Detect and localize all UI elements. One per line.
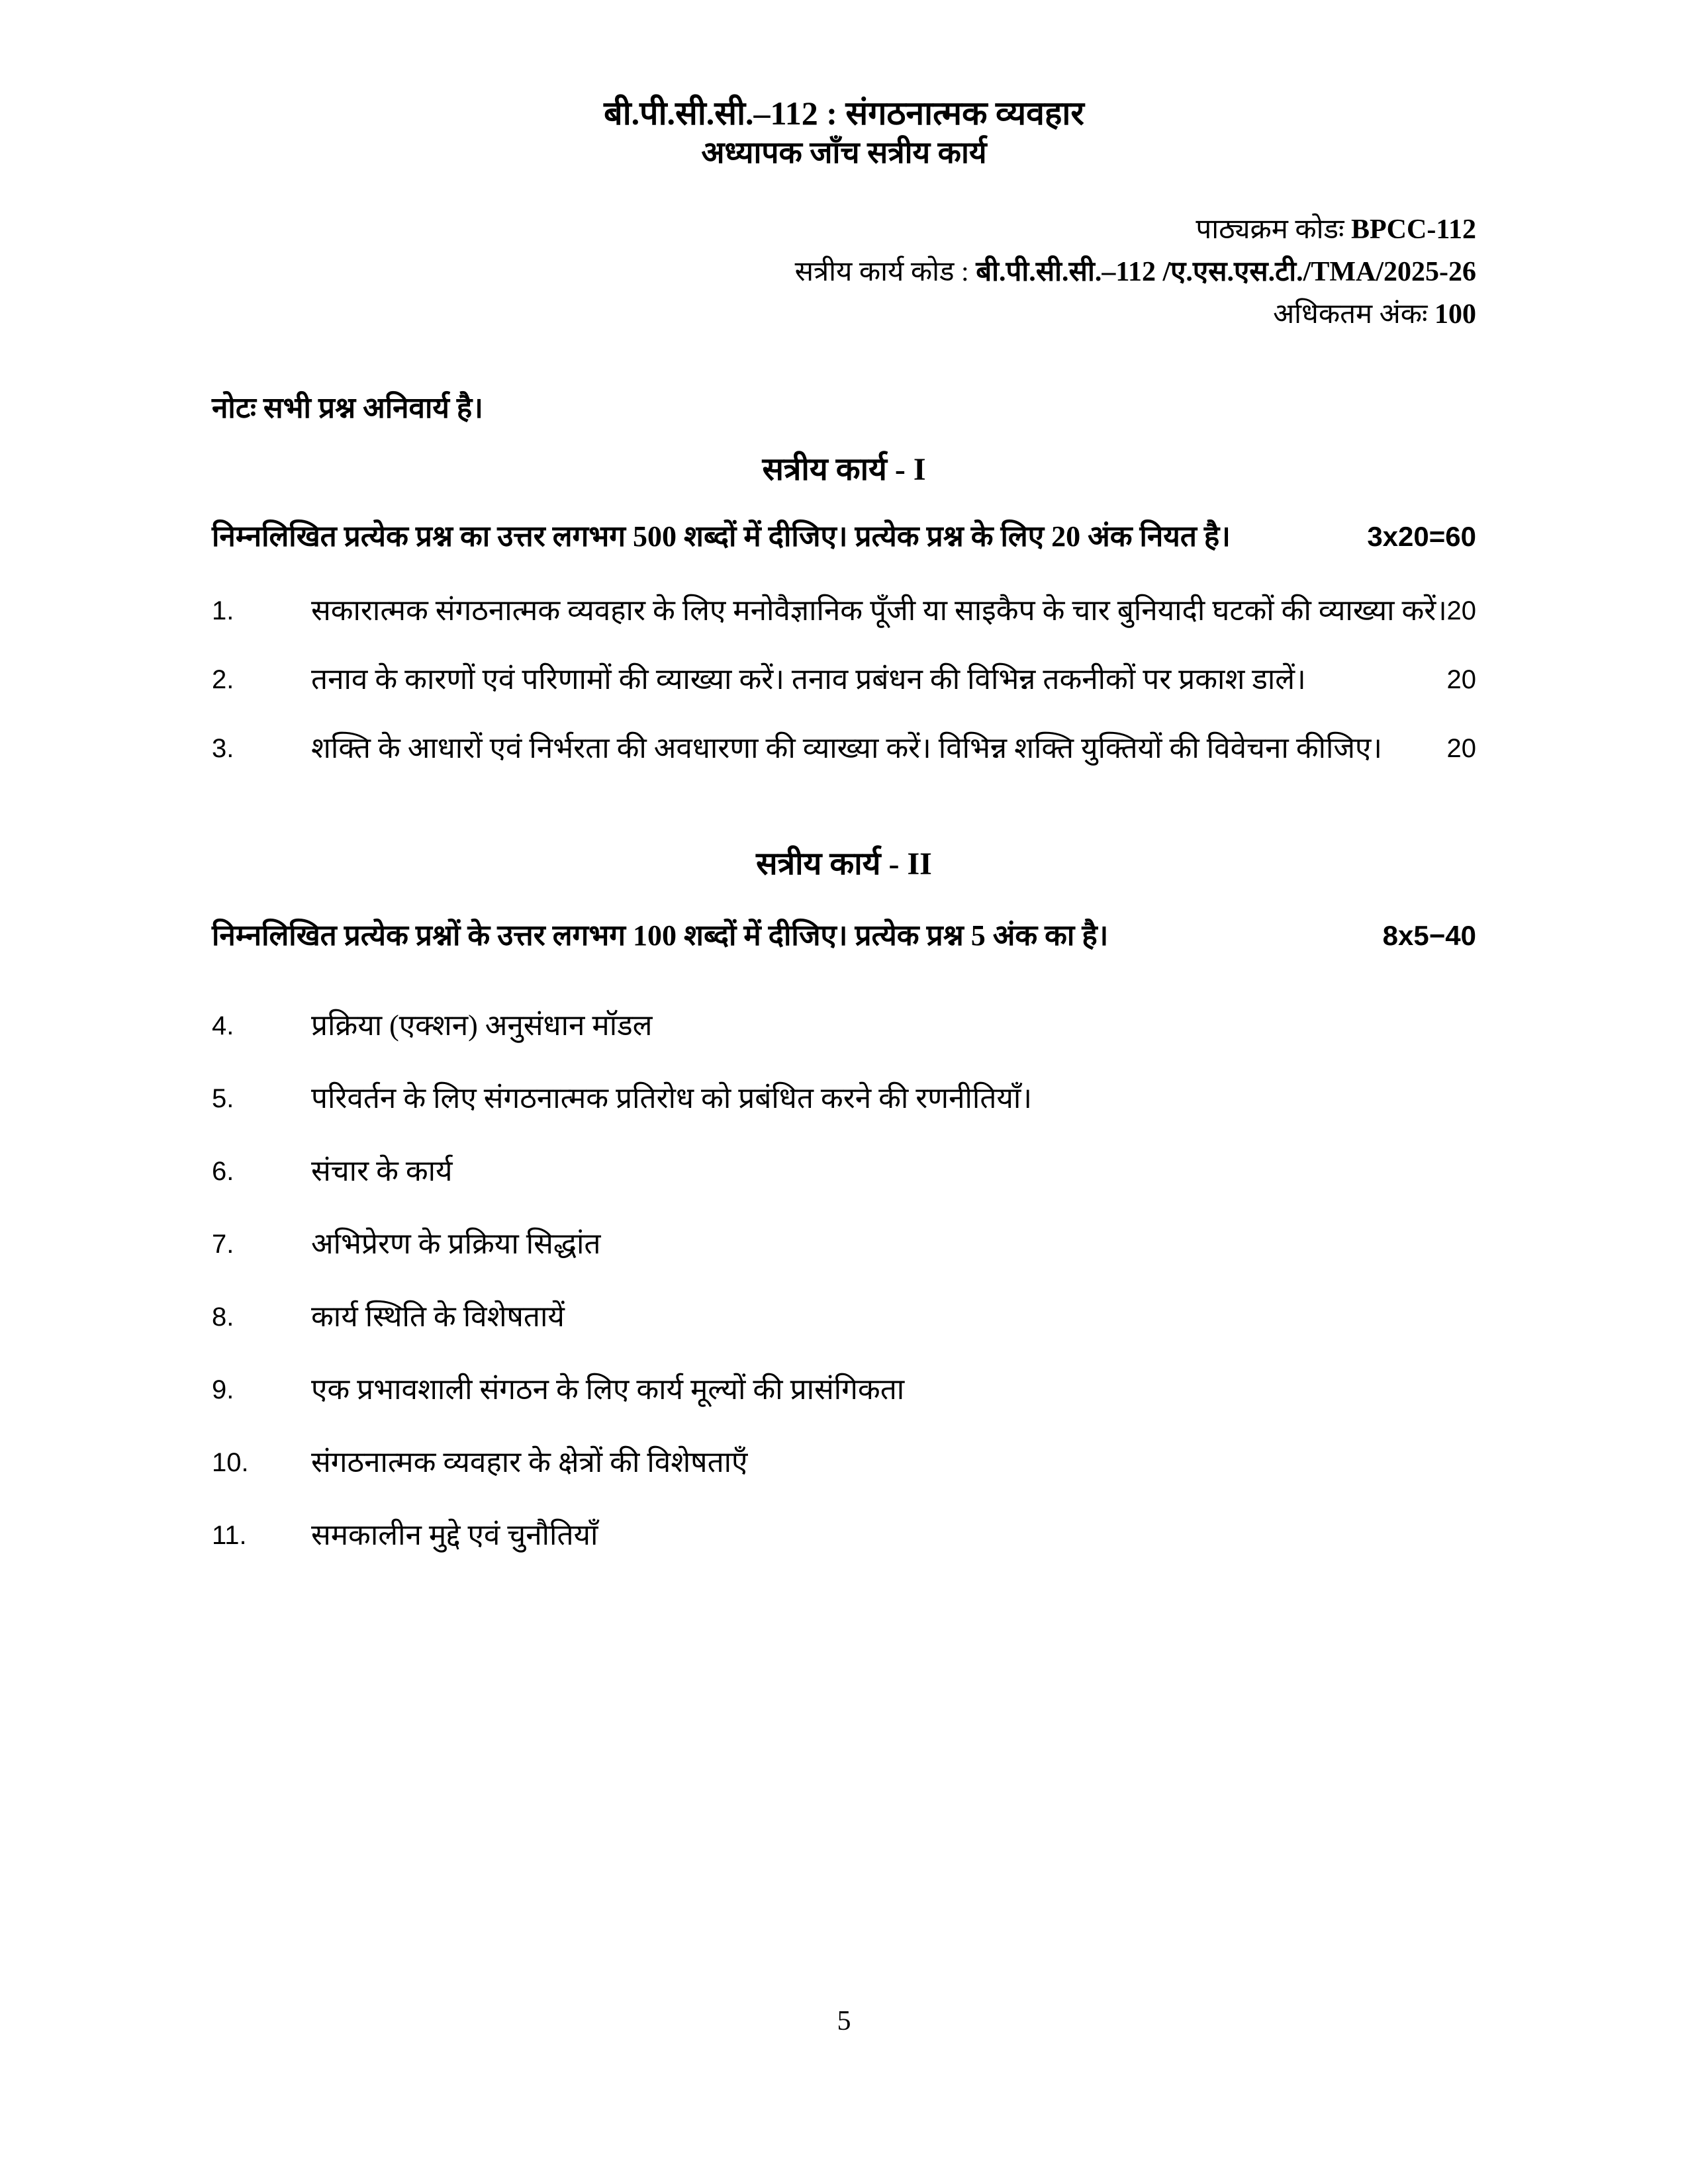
course-code-label: पाठ्यक्रम कोडः [1196,214,1351,245]
question-row [212,1223,1476,1265]
question-number: 8. [212,1302,234,1332]
question-text: तनाव के कारणों एवं परिणामों की व्याख्या करें। तनाव प्रबंधन की विभिन्न तकनीकों पर प्रकाश डालें। [311,663,1306,696]
question-text: एक प्रभावशाली संगठन के लिए कार्य मूल्यों की प्रासंगिकता [311,1373,905,1406]
question-row [212,659,1476,701]
question-text: सकारात्मक संगठनात्मक व्यवहार के लिए मनोवैज्ञानिक पूँजी या साइकैप के चार बुनियादी घटकों की व्याख्या करें। [311,594,1447,627]
question-text: कार्य स्थिति के विशेषतायें [311,1300,565,1333]
question-text: अभिप्रेरण के प्रक्रिया सिद्धांत [311,1228,601,1260]
question-text: प्रक्रिया (एक्शन) अनुसंधान मॉडल [311,1009,653,1042]
question-number: 2. [212,665,234,694]
question-marks: 20 [1446,734,1476,763]
question-row [212,1005,1476,1047]
max-marks-line [212,293,1476,336]
section2-questions [212,1005,1476,1557]
section2-marks-scheme: 8x5−40 [1382,920,1476,951]
question-row [212,727,1476,770]
question-row [212,1296,1476,1338]
section1-marks-scheme: 3x20=60 [1367,521,1476,552]
section1-instruction-text: निम्नलिखित प्रत्येक प्रश्न का उत्तर लगभग 500 शब्दों में दीजिए। प्रत्येक प्रश्न के लिए 20 अंक नियत है। [212,520,1231,553]
question-number: 11. [212,1521,247,1550]
question-number: 9. [212,1375,234,1404]
assignment-title: अध्यापक जाँच सत्रीय कार्य [701,136,987,169]
question-number: 1. [212,596,234,625]
course-title: बी.पी.सी.सी.–112 : संगठनात्मक व्यवहार [604,95,1084,132]
question-number: 6. [212,1157,234,1186]
question-row [212,590,1476,632]
max-marks-value: 100 [1434,299,1476,330]
question-text: शक्ति के आधारों एवं निर्भरता की अवधारणा की व्याख्या करें। विभिन्न शक्ति युक्तियों की विवेचना कीजिए। [311,732,1383,764]
section2-instruction [212,915,1476,957]
assignment-code-line [212,251,1476,293]
note-line: नोटः सभी प्रश्न अनिवार्य है। [212,392,483,424]
header-codes-block [212,208,1476,336]
section1-heading: सत्रीय कार्य - I [762,452,926,487]
question-number: 10. [212,1448,249,1477]
section1-instruction [212,516,1476,558]
question-row [212,1150,1476,1193]
question-text: समकालीन मुद्दे एवं चुनौतियाँ [311,1519,598,1551]
question-number: 3. [212,734,234,763]
course-code-value: BPCC-112 [1351,214,1476,245]
assignment-code-label: सत्रीय कार्य कोड : [794,257,976,287]
section2-instruction-text: निम्नलिखित प्रत्येक प्रश्नों के उत्तर लगभग 100 शब्दों में दीजिए। प्रत्येक प्रश्न 5 अंक का है। [212,919,1109,952]
question-text: परिवर्तन के लिए संगठनात्मक प्रतिरोध को प्रबंधित करने की रणनीतियाँ। [311,1082,1032,1115]
section2-heading: सत्रीय कार्य - II [756,846,932,882]
course-code-line [212,208,1476,251]
question-text: संगठनात्मक व्यवहार के क्षेत्रों की विशेषताएँ [311,1446,748,1479]
question-marks: 20 [1446,596,1476,625]
question-row [212,1514,1476,1557]
question-number: 7. [212,1230,234,1259]
question-number: 5. [212,1084,234,1113]
question-row [212,1077,1476,1120]
question-row [212,1441,1476,1484]
question-row [212,1369,1476,1411]
page-content [0,93,1688,1557]
max-marks-label: अधिकतम अंकः [1273,299,1434,330]
question-marks: 20 [1446,665,1476,694]
assignment-code-value: बी.पी.सी.सी.–112 /ए.एस.एस.टी./TMA/2025-26 [976,257,1476,287]
page-number: 5 [837,2006,851,2036]
question-number: 4. [212,1011,234,1040]
question-text: संचार के कार्य [311,1155,453,1187]
